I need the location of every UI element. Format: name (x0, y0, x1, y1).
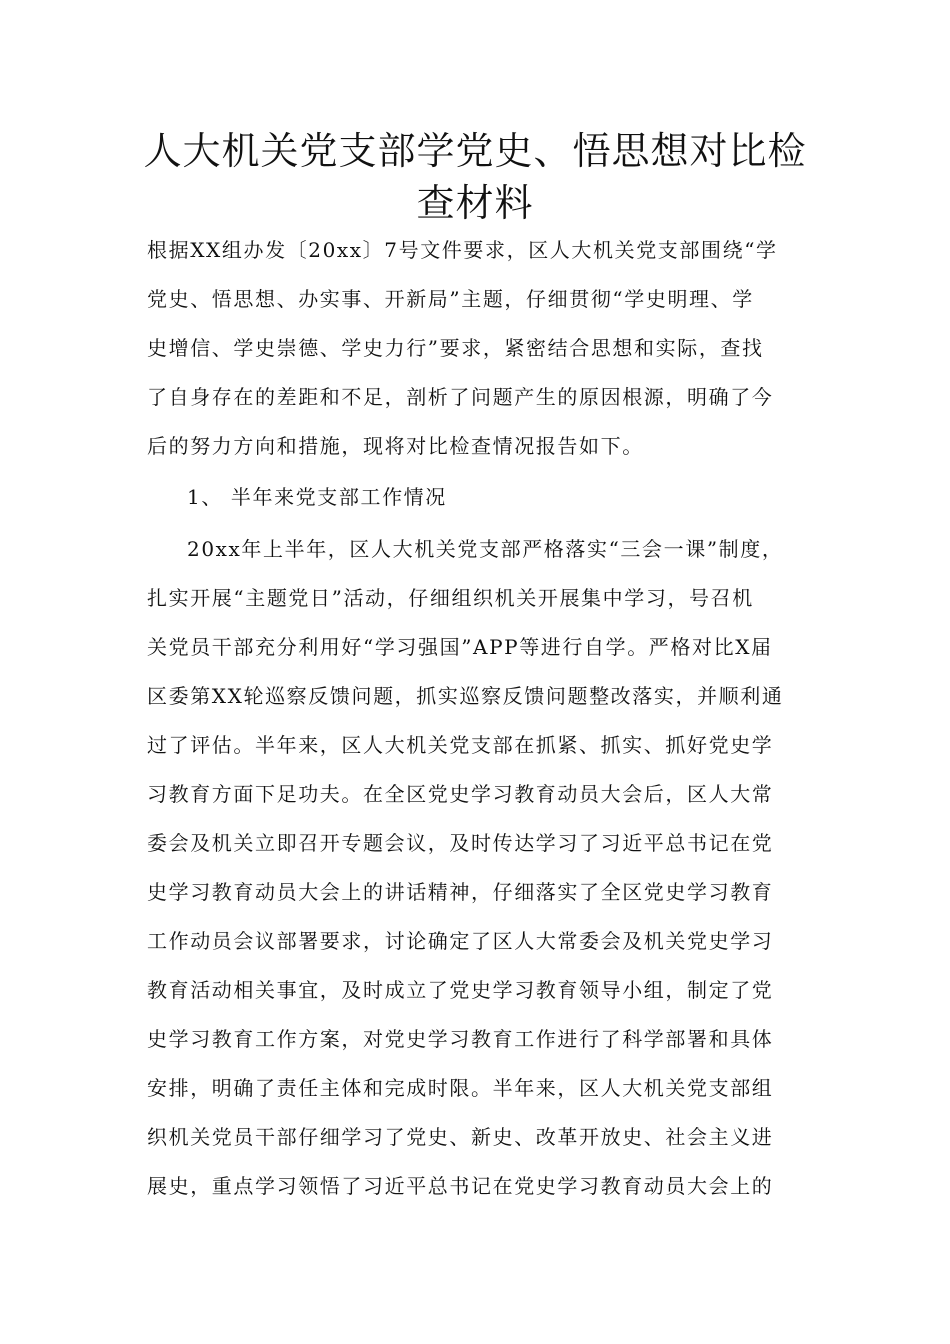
paragraph-2-line-7: 委会及机关立即召开专题会议，及时传达学习了习近平总书记在党 (147, 831, 774, 855)
paragraph-1-line-4: 了自身存在的差距和不足，剖析了问题产生的原因根源，明确了今 (147, 385, 774, 409)
paragraph-2-line-13: 织机关党员干部仔细学习了党史、新史、改革开放史、社会主义进 (147, 1125, 774, 1149)
paragraph-2-line-6: 习教育方面下足功夫。在全区党史学习教育动员大会后，区人大常 (147, 782, 774, 806)
paragraph-2-line-10: 教育活动相关事宜，及时成立了党史学习教育领导小组，制定了党 (147, 978, 774, 1002)
document-title-line-1: 人大机关党支部学党史、悟思想对比检 (143, 129, 807, 173)
paragraph-2-line-8: 史学习教育动员大会上的讲话精神，仔细落实了全区党史学习教育 (147, 880, 774, 904)
paragraph-2-line-11: 史学习教育工作方案，对党史学习教育工作进行了科学部署和具体 (147, 1027, 774, 1051)
paragraph-1-line-1: 根据XX组办发〔20xx〕7号文件要求，区人大机关党支部围绕“学 (147, 238, 778, 262)
paragraph-2-line-12: 安排，明确了责任主体和完成时限。半年来，区人大机关党支部组 (147, 1076, 774, 1100)
paragraph-2-line-3: 关党员干部充分利用好“学习强国”APP等进行自学。严格对比X届 (147, 635, 773, 659)
paragraph-1-line-2: 党史、悟思想、办实事、开新局”主题，仔细贯彻“学史明理、学 (147, 287, 754, 311)
paragraph-1-line-5: 后的努力方向和措施，现将对比检查情况报告如下。 (147, 434, 644, 458)
paragraph-2-line-4: 区委第XX轮巡察反馈问题，抓实巡察反馈问题整改落实，并顺利通 (147, 684, 784, 708)
paragraph-2-line-2: 扎实开展“主题党日”活动，仔细组织机关开展集中学习，号召机 (147, 586, 754, 610)
paragraph-1-line-3: 史增信、学史崇德、学史力行”要求，紧密结合思想和实际，查找 (147, 336, 764, 360)
paragraph-2-line-1: 20xx年上半年，区人大机关党支部严格落实“三会一课”制度， (187, 537, 784, 561)
paragraph-2-line-14: 展史，重点学习领悟了习近平总书记在党史学习教育动员大会上的 (147, 1174, 774, 1198)
paragraph-2-line-9: 工作动员会议部署要求，讨论确定了区人大常委会及机关党史学习 (147, 929, 774, 953)
section-heading: 1、 半年来党支部工作情况 (187, 485, 447, 509)
paragraph-2-line-5: 过了评估。半年来，区人大机关党支部在抓紧、抓实、抓好党史学 (147, 733, 774, 757)
document-title-line-2: 查材料 (416, 181, 534, 225)
